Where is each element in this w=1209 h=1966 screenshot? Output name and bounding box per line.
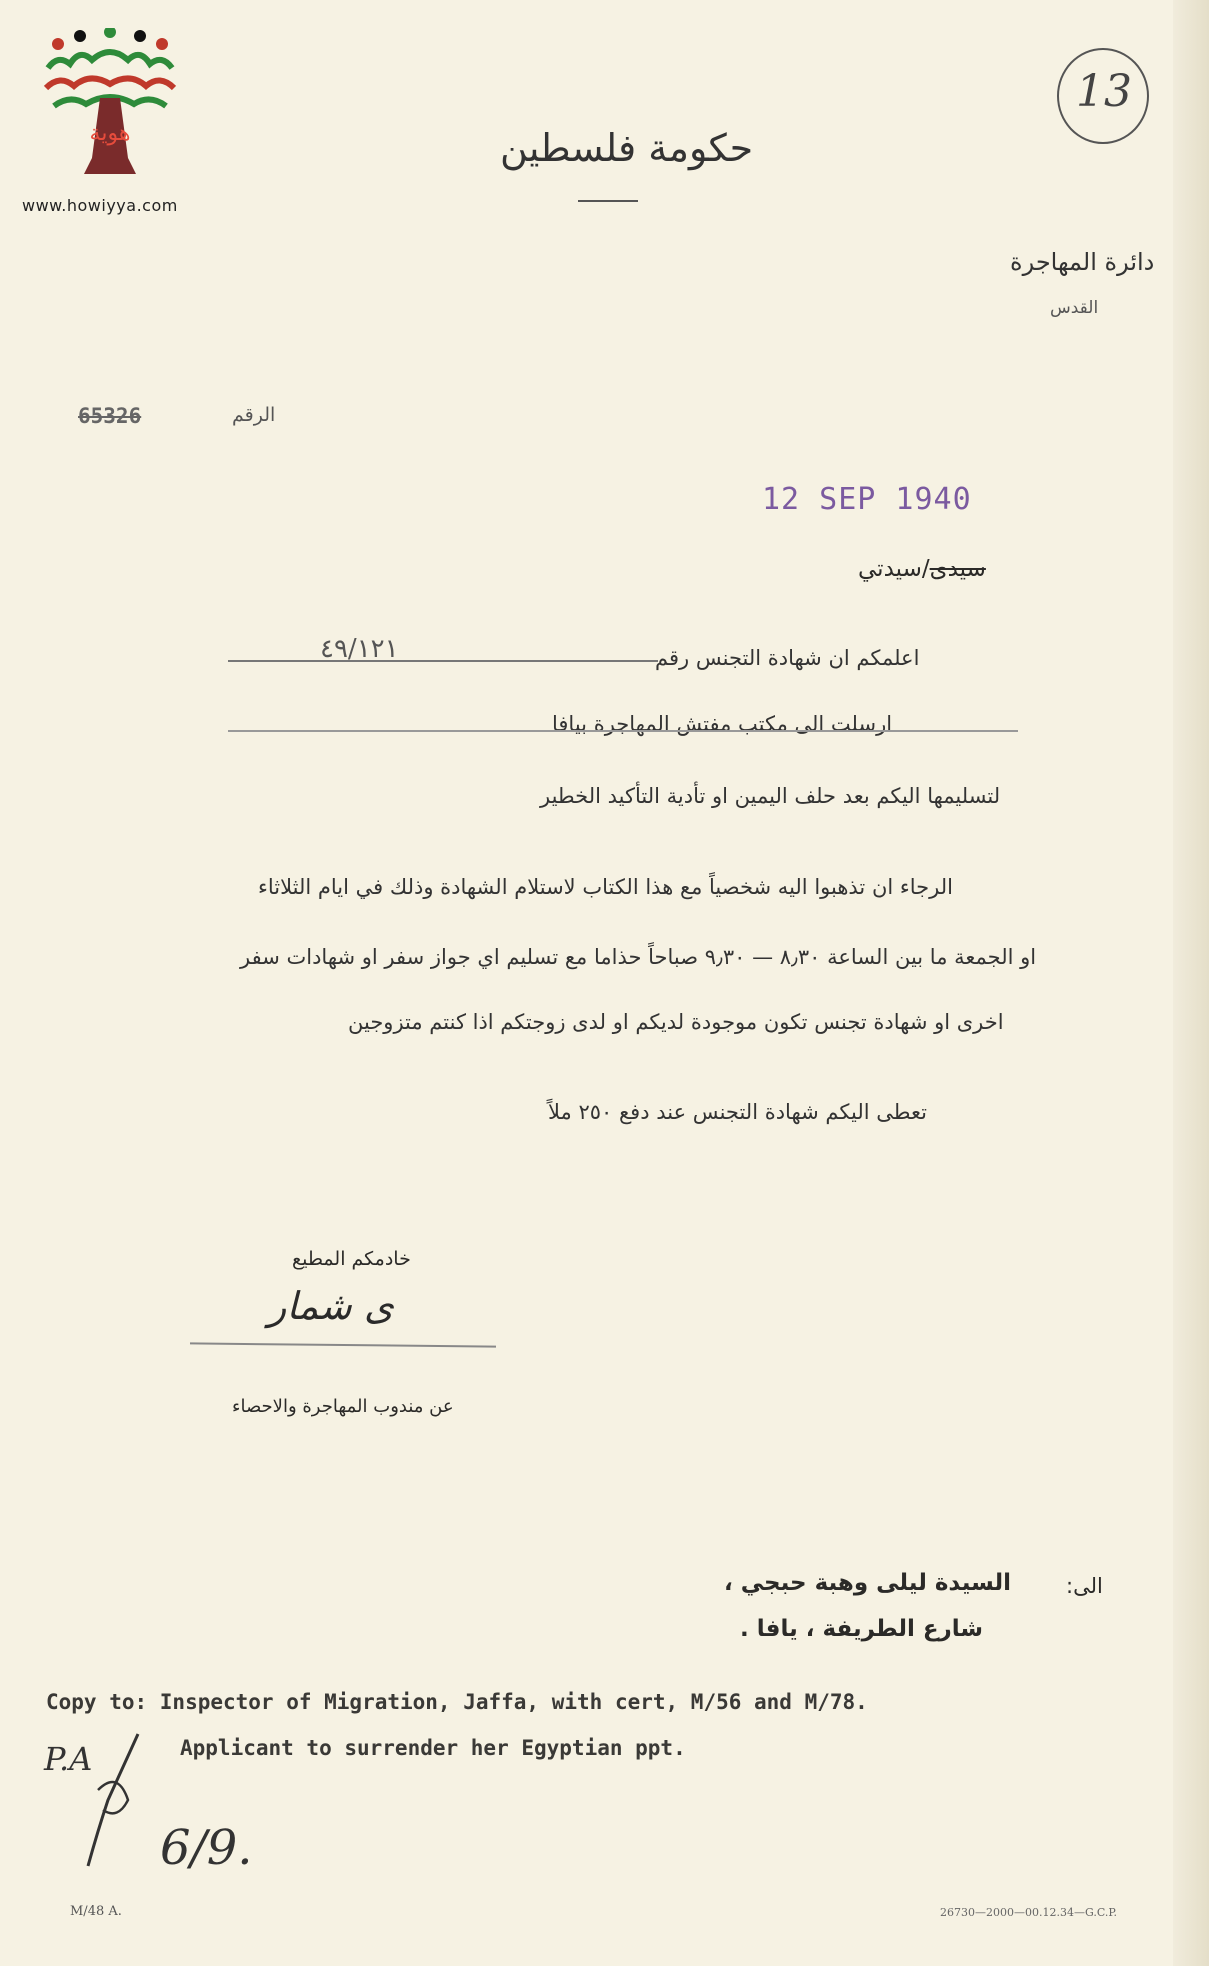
certificate-number: ٤٩/١٢١ [320,634,399,664]
instructions-line-2: او الجمعة ما بين الساعة ٨٫٣٠ — ٩٫٣٠ صباحاً حذاما مع تسليم اي جواز سفر او شهادات سفر [240,945,1037,969]
reference-number: 65326 [78,404,142,428]
department-city: القدس [1050,298,1099,318]
date-stamp: 12 SEP 1940 [762,482,972,517]
body-line-3: لتسليمها اليكم بعد حلف اليمين او تأدية التأكيد الخطير [540,784,1001,808]
form-code: M/48 A. [70,1904,122,1919]
department-name: دائرة المهاجرة [1010,248,1155,276]
howiyya-logo [40,28,180,178]
page-edge [1173,0,1209,1966]
addressee-label: الى: [1066,1574,1103,1598]
logo-wordmark: هوية [89,121,131,146]
copy-to-line-2: Applicant to surrender her Egyptian ppt. [180,1736,686,1760]
initial-stroke [78,1730,148,1870]
handwritten-date: 6/9. [160,1820,253,1876]
signature-line [190,1342,496,1347]
signature: ى شمار [268,1284,394,1328]
instructions-line-3: اخرى او شهادة تجنس تكون موجودة لديكم او لدى زوجتكم اذا كنتم متزوجين [348,1010,1004,1034]
reference-label: الرقم [232,404,276,426]
closing-phrase: خادمكم المطيع [292,1248,411,1270]
letterhead-title: حكومة فلسطين [500,126,754,170]
cert-number-line [228,660,658,662]
title-rule [578,200,638,202]
print-code: 26730—2000—00.12.34—G.C.P. [940,1906,1118,1919]
instructions-line-1: الرجاء ان تذهبوا اليه شخصياً مع هذا الكتاب لاستلام الشهادة وذلك في ايام الثلاثاء [258,875,953,899]
addressee-address: شارع الطريفة ، يافا . [740,1616,984,1642]
body-line-1: اعلمكم ان شهادة التجنس رقم [655,646,920,670]
copy-to-line-1: Copy to: Inspector of Migration, Jaffa, with cert, M/56 and M/78. [46,1690,868,1714]
salutation-text: /سيدتي [858,556,930,582]
salutation [858,556,986,582]
logo-url: www.howiyya.com [22,196,178,215]
fee-line: تعطى اليكم شهادة التجنس عند دفع ٢٥٠ ملاً [548,1100,927,1124]
body-line-2: ارسلت الى مكتب مفتش المهاجرة بيافا [552,712,893,736]
salutation-struck: سيدى [929,556,986,582]
office-line [228,730,1018,732]
handwritten-initials: P.A [44,1740,93,1778]
signatory-title: عن مندوب المهاجرة والاحصاء [232,1396,454,1417]
page-number: 13 [1076,66,1132,117]
addressee-name: السيدة ليلى وهبة حبجي ، [724,1570,1012,1596]
people-figures [46,28,174,106]
